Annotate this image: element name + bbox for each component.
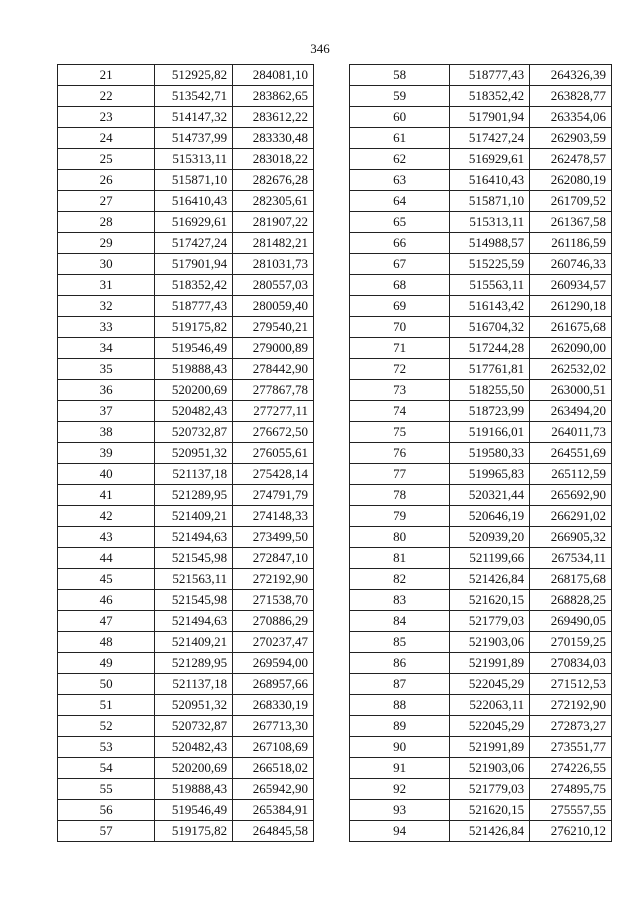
table-row: [350, 758, 612, 779]
x-coordinate-cell: 520321,44: [450, 485, 530, 506]
table-row: [58, 611, 314, 632]
table-row: [350, 107, 612, 128]
x-coordinate-cell: 521289,95: [155, 653, 233, 674]
table-row: [58, 716, 314, 737]
y-coordinate-cell: 269490,05: [530, 611, 612, 632]
table-row: [58, 317, 314, 338]
point-number-cell: 74: [350, 401, 450, 422]
point-number-cell: 36: [58, 380, 155, 401]
point-number-cell: 67: [350, 254, 450, 275]
point-number-cell: 52: [58, 716, 155, 737]
y-coordinate-cell: 269594,00: [233, 653, 314, 674]
table-row: [350, 716, 612, 737]
point-number-cell: 72: [350, 359, 450, 380]
table-row: [350, 800, 612, 821]
point-number-cell: 33: [58, 317, 155, 338]
table-row: [350, 254, 612, 275]
coordinates-table-right: [349, 64, 612, 842]
x-coordinate-cell: 519965,83: [450, 464, 530, 485]
x-coordinate-cell: 521903,06: [450, 758, 530, 779]
x-coordinate-cell: 520200,69: [155, 758, 233, 779]
point-number-cell: 35: [58, 359, 155, 380]
table-row: [350, 86, 612, 107]
x-coordinate-cell: 516704,32: [450, 317, 530, 338]
x-coordinate-cell: 512925,82: [155, 65, 233, 86]
x-coordinate-cell: 521991,89: [450, 653, 530, 674]
point-number-cell: 48: [58, 632, 155, 653]
x-coordinate-cell: 519175,82: [155, 821, 233, 842]
table-row: [350, 233, 612, 254]
x-coordinate-cell: 519888,43: [155, 359, 233, 380]
point-number-cell: 34: [58, 338, 155, 359]
table-row: [58, 737, 314, 758]
y-coordinate-cell: 282305,61: [233, 191, 314, 212]
table-row: [350, 464, 612, 485]
x-coordinate-cell: 520646,19: [450, 506, 530, 527]
table-row: [350, 779, 612, 800]
x-coordinate-cell: 515871,10: [450, 191, 530, 212]
point-number-cell: 26: [58, 170, 155, 191]
table-row: [58, 548, 314, 569]
x-coordinate-cell: 516410,43: [450, 170, 530, 191]
point-number-cell: 71: [350, 338, 450, 359]
y-coordinate-cell: 265112,59: [530, 464, 612, 485]
point-number-cell: 41: [58, 485, 155, 506]
point-number-cell: 61: [350, 128, 450, 149]
table-row: [58, 233, 314, 254]
y-coordinate-cell: 270834,03: [530, 653, 612, 674]
table-row: [58, 149, 314, 170]
point-number-cell: 43: [58, 527, 155, 548]
x-coordinate-cell: 520951,32: [155, 443, 233, 464]
y-coordinate-cell: 281482,21: [233, 233, 314, 254]
point-number-cell: 53: [58, 737, 155, 758]
y-coordinate-cell: 265384,91: [233, 800, 314, 821]
table-row: [350, 527, 612, 548]
x-coordinate-cell: 513542,71: [155, 86, 233, 107]
table-row: [350, 275, 612, 296]
point-number-cell: 47: [58, 611, 155, 632]
table-row: [58, 254, 314, 275]
y-coordinate-cell: 267108,69: [233, 737, 314, 758]
table-row: [350, 149, 612, 170]
y-coordinate-cell: 268175,68: [530, 569, 612, 590]
y-coordinate-cell: 268828,25: [530, 590, 612, 611]
y-coordinate-cell: 266518,02: [233, 758, 314, 779]
y-coordinate-cell: 265942,90: [233, 779, 314, 800]
point-number-cell: 30: [58, 254, 155, 275]
table-row: [58, 590, 314, 611]
y-coordinate-cell: 272192,90: [530, 695, 612, 716]
x-coordinate-cell: 518255,50: [450, 380, 530, 401]
x-coordinate-cell: 521779,03: [450, 779, 530, 800]
y-coordinate-cell: 264011,73: [530, 422, 612, 443]
point-number-cell: 62: [350, 149, 450, 170]
y-coordinate-cell: 264845,58: [233, 821, 314, 842]
table-row: [58, 569, 314, 590]
y-coordinate-cell: 262903,59: [530, 128, 612, 149]
table-row: [58, 464, 314, 485]
y-coordinate-cell: 275428,14: [233, 464, 314, 485]
x-coordinate-cell: 522063,11: [450, 695, 530, 716]
x-coordinate-cell: 521545,98: [155, 548, 233, 569]
table-row: [350, 737, 612, 758]
point-number-cell: 46: [58, 590, 155, 611]
x-coordinate-cell: 514737,99: [155, 128, 233, 149]
table-row: [58, 401, 314, 422]
x-coordinate-cell: 520951,32: [155, 695, 233, 716]
y-coordinate-cell: 264551,69: [530, 443, 612, 464]
x-coordinate-cell: 517427,24: [450, 128, 530, 149]
y-coordinate-cell: 262080,19: [530, 170, 612, 191]
point-number-cell: 80: [350, 527, 450, 548]
x-coordinate-cell: 518777,43: [450, 65, 530, 86]
y-coordinate-cell: 280059,40: [233, 296, 314, 317]
table-row: [58, 380, 314, 401]
y-coordinate-cell: 270886,29: [233, 611, 314, 632]
point-number-cell: 81: [350, 548, 450, 569]
x-coordinate-cell: 522045,29: [450, 674, 530, 695]
x-coordinate-cell: 519546,49: [155, 338, 233, 359]
table-row: [58, 653, 314, 674]
y-coordinate-cell: 273551,77: [530, 737, 612, 758]
point-number-cell: 77: [350, 464, 450, 485]
y-coordinate-cell: 263828,77: [530, 86, 612, 107]
y-coordinate-cell: 261709,52: [530, 191, 612, 212]
x-coordinate-cell: 515563,11: [450, 275, 530, 296]
y-coordinate-cell: 272847,10: [233, 548, 314, 569]
y-coordinate-cell: 278442,90: [233, 359, 314, 380]
point-number-cell: 91: [350, 758, 450, 779]
table-row: [58, 359, 314, 380]
y-coordinate-cell: 274895,75: [530, 779, 612, 800]
table-row: [58, 212, 314, 233]
x-coordinate-cell: 517901,94: [450, 107, 530, 128]
y-coordinate-cell: 273499,50: [233, 527, 314, 548]
y-coordinate-cell: 283612,22: [233, 107, 314, 128]
x-coordinate-cell: 520482,43: [155, 737, 233, 758]
y-coordinate-cell: 263494,20: [530, 401, 612, 422]
y-coordinate-cell: 260934,57: [530, 275, 612, 296]
x-coordinate-cell: 516929,61: [450, 149, 530, 170]
x-coordinate-cell: 515871,10: [155, 170, 233, 191]
table-row: [58, 674, 314, 695]
point-number-cell: 59: [350, 86, 450, 107]
table-row: [350, 380, 612, 401]
point-number-cell: 68: [350, 275, 450, 296]
point-number-cell: 58: [350, 65, 450, 86]
y-coordinate-cell: 274226,55: [530, 758, 612, 779]
x-coordinate-cell: 519580,33: [450, 443, 530, 464]
table-row: [58, 821, 314, 842]
y-coordinate-cell: 263354,06: [530, 107, 612, 128]
point-number-cell: 90: [350, 737, 450, 758]
y-coordinate-cell: 277277,11: [233, 401, 314, 422]
y-coordinate-cell: 262532,02: [530, 359, 612, 380]
point-number-cell: 25: [58, 149, 155, 170]
x-coordinate-cell: 521494,63: [155, 527, 233, 548]
y-coordinate-cell: 276210,12: [530, 821, 612, 842]
y-coordinate-cell: 268957,66: [233, 674, 314, 695]
coordinates-table-left: [57, 64, 314, 842]
y-coordinate-cell: 274148,33: [233, 506, 314, 527]
table-row: [350, 674, 612, 695]
table-row: [350, 359, 612, 380]
y-coordinate-cell: 271512,53: [530, 674, 612, 695]
point-number-cell: 57: [58, 821, 155, 842]
x-coordinate-cell: 520200,69: [155, 380, 233, 401]
point-number-cell: 29: [58, 233, 155, 254]
y-coordinate-cell: 277867,78: [233, 380, 314, 401]
point-number-cell: 70: [350, 317, 450, 338]
point-number-cell: 31: [58, 275, 155, 296]
table-row: [58, 506, 314, 527]
y-coordinate-cell: 283330,48: [233, 128, 314, 149]
x-coordinate-cell: 519546,49: [155, 800, 233, 821]
y-coordinate-cell: 268330,19: [233, 695, 314, 716]
table-row: [58, 422, 314, 443]
table-row: [58, 170, 314, 191]
table-row: [350, 653, 612, 674]
x-coordinate-cell: 520939,20: [450, 527, 530, 548]
y-coordinate-cell: 267534,11: [530, 548, 612, 569]
y-coordinate-cell: 279540,21: [233, 317, 314, 338]
x-coordinate-cell: 518352,42: [155, 275, 233, 296]
table-row: [350, 443, 612, 464]
x-coordinate-cell: 521289,95: [155, 485, 233, 506]
table-row: [350, 548, 612, 569]
y-coordinate-cell: 280557,03: [233, 275, 314, 296]
x-coordinate-cell: 521620,15: [450, 590, 530, 611]
x-coordinate-cell: 521779,03: [450, 611, 530, 632]
point-number-cell: 23: [58, 107, 155, 128]
table-row: [58, 779, 314, 800]
table-row: [350, 569, 612, 590]
table-row: [350, 611, 612, 632]
y-coordinate-cell: 266291,02: [530, 506, 612, 527]
x-coordinate-cell: 521563,11: [155, 569, 233, 590]
x-coordinate-cell: 519166,01: [450, 422, 530, 443]
y-coordinate-cell: 283018,22: [233, 149, 314, 170]
y-coordinate-cell: 261367,58: [530, 212, 612, 233]
table-row: [350, 821, 612, 842]
point-number-cell: 50: [58, 674, 155, 695]
table-row: [58, 527, 314, 548]
y-coordinate-cell: 279000,89: [233, 338, 314, 359]
point-number-cell: 54: [58, 758, 155, 779]
table-row: [58, 758, 314, 779]
table-row: [58, 65, 314, 86]
y-coordinate-cell: 267713,30: [233, 716, 314, 737]
table-row: [350, 590, 612, 611]
y-coordinate-cell: 271538,70: [233, 590, 314, 611]
y-coordinate-cell: 274791,79: [233, 485, 314, 506]
x-coordinate-cell: 517901,94: [155, 254, 233, 275]
point-number-cell: 78: [350, 485, 450, 506]
y-coordinate-cell: 270159,25: [530, 632, 612, 653]
y-coordinate-cell: 261290,18: [530, 296, 612, 317]
y-coordinate-cell: 260746,33: [530, 254, 612, 275]
table-row: [58, 275, 314, 296]
point-number-cell: 65: [350, 212, 450, 233]
point-number-cell: 44: [58, 548, 155, 569]
y-coordinate-cell: 264326,39: [530, 65, 612, 86]
point-number-cell: 42: [58, 506, 155, 527]
table-row: [350, 65, 612, 86]
x-coordinate-cell: 517761,81: [450, 359, 530, 380]
table-row: [350, 485, 612, 506]
x-coordinate-cell: 521991,89: [450, 737, 530, 758]
x-coordinate-cell: 517244,28: [450, 338, 530, 359]
point-number-cell: 85: [350, 632, 450, 653]
table-row: [58, 128, 314, 149]
x-coordinate-cell: 520732,87: [155, 422, 233, 443]
y-coordinate-cell: 270237,47: [233, 632, 314, 653]
x-coordinate-cell: 517427,24: [155, 233, 233, 254]
point-number-cell: 92: [350, 779, 450, 800]
x-coordinate-cell: 521137,18: [155, 674, 233, 695]
table-row: [350, 170, 612, 191]
table-row: [350, 128, 612, 149]
y-coordinate-cell: 275557,55: [530, 800, 612, 821]
table-row: [58, 800, 314, 821]
point-number-cell: 93: [350, 800, 450, 821]
point-number-cell: 79: [350, 506, 450, 527]
x-coordinate-cell: 521426,84: [450, 569, 530, 590]
point-number-cell: 39: [58, 443, 155, 464]
y-coordinate-cell: 276672,50: [233, 422, 314, 443]
table-row: [58, 338, 314, 359]
y-coordinate-cell: 263000,51: [530, 380, 612, 401]
point-number-cell: 27: [58, 191, 155, 212]
table-row: [350, 695, 612, 716]
x-coordinate-cell: 518352,42: [450, 86, 530, 107]
table-row: [58, 107, 314, 128]
x-coordinate-cell: 520482,43: [155, 401, 233, 422]
x-coordinate-cell: 520732,87: [155, 716, 233, 737]
x-coordinate-cell: 515225,59: [450, 254, 530, 275]
y-coordinate-cell: 262090,00: [530, 338, 612, 359]
point-number-cell: 51: [58, 695, 155, 716]
table-row: [58, 191, 314, 212]
y-coordinate-cell: 265692,90: [530, 485, 612, 506]
table-row: [350, 212, 612, 233]
table-row: [350, 422, 612, 443]
point-number-cell: 75: [350, 422, 450, 443]
x-coordinate-cell: 518777,43: [155, 296, 233, 317]
table-row: [58, 632, 314, 653]
x-coordinate-cell: 514988,57: [450, 233, 530, 254]
table-row: [58, 443, 314, 464]
x-coordinate-cell: 521409,21: [155, 506, 233, 527]
table-row: [350, 317, 612, 338]
table-row: [58, 485, 314, 506]
x-coordinate-cell: 521620,15: [450, 800, 530, 821]
point-number-cell: 21: [58, 65, 155, 86]
y-coordinate-cell: 261675,68: [530, 317, 612, 338]
y-coordinate-cell: 283862,65: [233, 86, 314, 107]
point-number-cell: 45: [58, 569, 155, 590]
point-number-cell: 24: [58, 128, 155, 149]
x-coordinate-cell: 516410,43: [155, 191, 233, 212]
y-coordinate-cell: 272873,27: [530, 716, 612, 737]
point-number-cell: 87: [350, 674, 450, 695]
table-row: [350, 191, 612, 212]
table-row: [58, 296, 314, 317]
table-row: [350, 632, 612, 653]
point-number-cell: 63: [350, 170, 450, 191]
y-coordinate-cell: 261186,59: [530, 233, 612, 254]
x-coordinate-cell: 521409,21: [155, 632, 233, 653]
table-row: [58, 695, 314, 716]
point-number-cell: 22: [58, 86, 155, 107]
x-coordinate-cell: 516143,42: [450, 296, 530, 317]
y-coordinate-cell: 262478,57: [530, 149, 612, 170]
x-coordinate-cell: 521545,98: [155, 590, 233, 611]
x-coordinate-cell: 519175,82: [155, 317, 233, 338]
y-coordinate-cell: 281031,73: [233, 254, 314, 275]
x-coordinate-cell: 519888,43: [155, 779, 233, 800]
x-coordinate-cell: 522045,29: [450, 716, 530, 737]
point-number-cell: 89: [350, 716, 450, 737]
x-coordinate-cell: 516929,61: [155, 212, 233, 233]
point-number-cell: 28: [58, 212, 155, 233]
y-coordinate-cell: 281907,22: [233, 212, 314, 233]
y-coordinate-cell: 282676,28: [233, 170, 314, 191]
y-coordinate-cell: 284081,10: [233, 65, 314, 86]
point-number-cell: 37: [58, 401, 155, 422]
point-number-cell: 88: [350, 695, 450, 716]
x-coordinate-cell: 515313,11: [450, 212, 530, 233]
point-number-cell: 76: [350, 443, 450, 464]
point-number-cell: 60: [350, 107, 450, 128]
x-coordinate-cell: 515313,11: [155, 149, 233, 170]
x-coordinate-cell: 514147,32: [155, 107, 233, 128]
y-coordinate-cell: 266905,32: [530, 527, 612, 548]
point-number-cell: 69: [350, 296, 450, 317]
y-coordinate-cell: 272192,90: [233, 569, 314, 590]
table-row: [58, 86, 314, 107]
point-number-cell: 84: [350, 611, 450, 632]
table-row: [350, 401, 612, 422]
table-row: [350, 506, 612, 527]
point-number-cell: 64: [350, 191, 450, 212]
point-number-cell: 32: [58, 296, 155, 317]
x-coordinate-cell: 521137,18: [155, 464, 233, 485]
point-number-cell: 49: [58, 653, 155, 674]
point-number-cell: 82: [350, 569, 450, 590]
point-number-cell: 38: [58, 422, 155, 443]
x-coordinate-cell: 521426,84: [450, 821, 530, 842]
point-number-cell: 94: [350, 821, 450, 842]
point-number-cell: 73: [350, 380, 450, 401]
y-coordinate-cell: 276055,61: [233, 443, 314, 464]
table-row: [350, 296, 612, 317]
point-number-cell: 66: [350, 233, 450, 254]
point-number-cell: 86: [350, 653, 450, 674]
x-coordinate-cell: 521199,66: [450, 548, 530, 569]
point-number-cell: 40: [58, 464, 155, 485]
point-number-cell: 56: [58, 800, 155, 821]
x-coordinate-cell: 518723,99: [450, 401, 530, 422]
x-coordinate-cell: 521494,63: [155, 611, 233, 632]
table-row: [350, 338, 612, 359]
point-number-cell: 55: [58, 779, 155, 800]
page-number: 346: [310, 41, 330, 56]
x-coordinate-cell: 521903,06: [450, 632, 530, 653]
point-number-cell: 83: [350, 590, 450, 611]
